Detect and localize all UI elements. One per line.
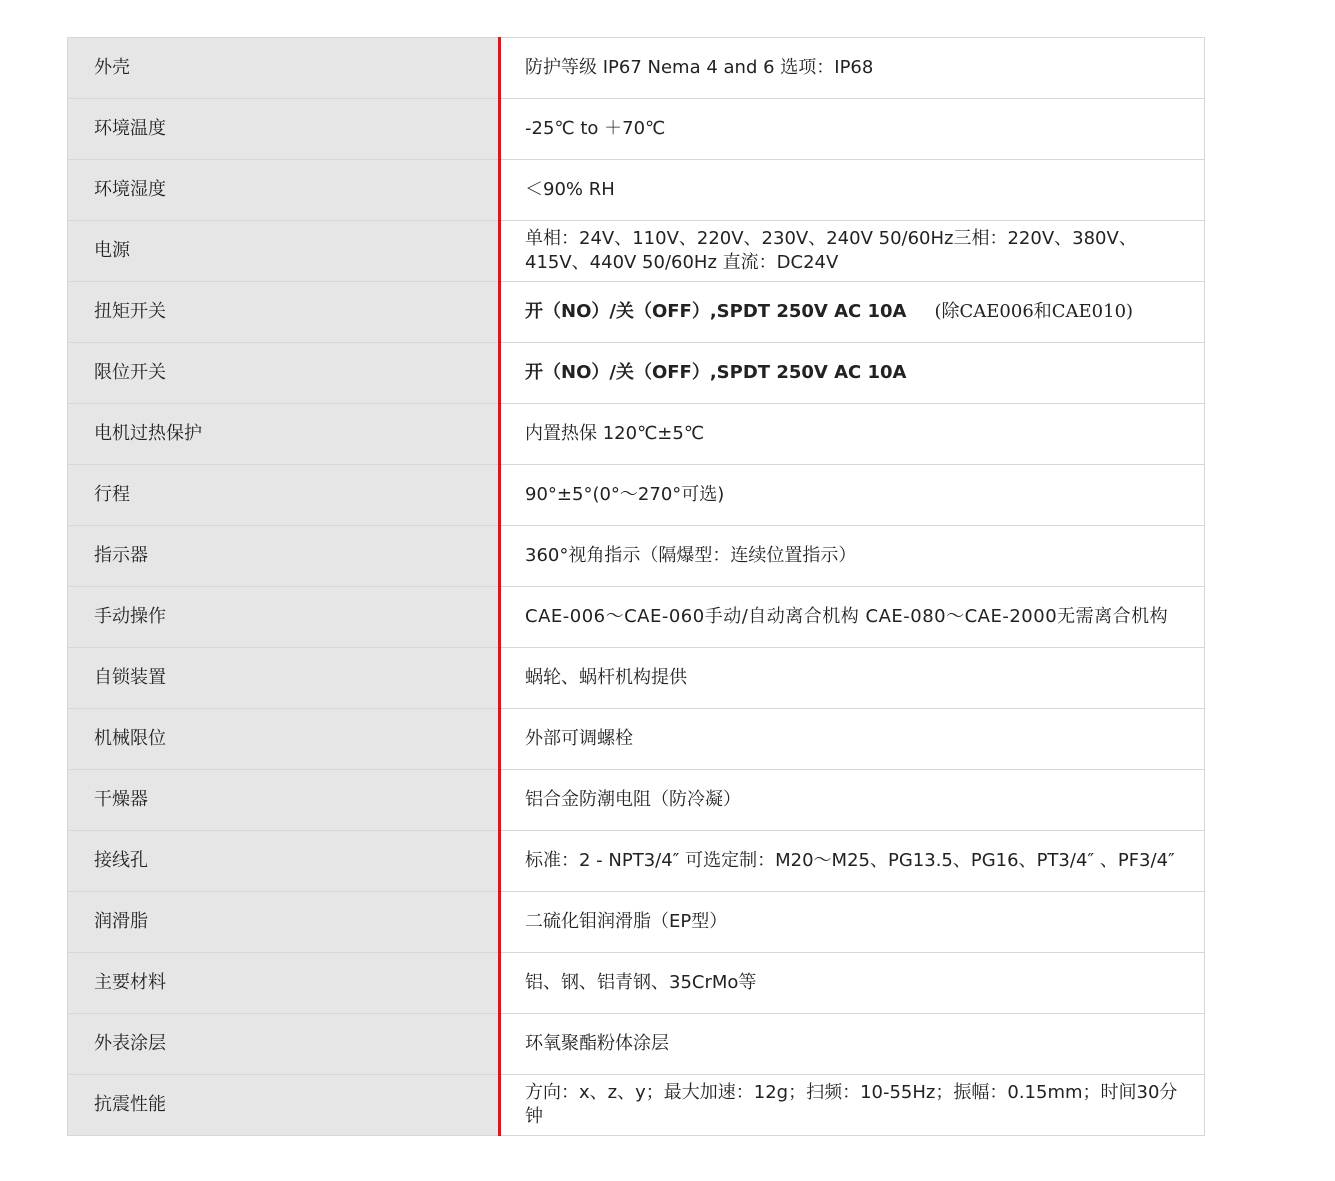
spec-value: 铝合金防潮电阻（防冷凝） <box>500 770 1205 831</box>
spec-label: 电机过热保护 <box>68 404 500 465</box>
spec-label: 环境温度 <box>68 99 500 160</box>
spec-value: CAE-006～CAE-060手动/自动离合机构 CAE-080～CAE-2000无需离合机构 <box>500 587 1205 648</box>
table-row <box>68 38 1205 99</box>
table-row <box>68 1014 1205 1075</box>
spec-value: 方向：x、z、y；最大加速：12g；扫频：10-55Hz；振幅：0.15mm；时间30分钟 <box>500 1075 1205 1136</box>
spec-value: 二硫化钼润滑脂（EP型） <box>500 892 1205 953</box>
spec-value-cell <box>500 282 1205 343</box>
spec-label: 外壳 <box>68 38 500 99</box>
spec-value: 环氧聚酯粉体涂层 <box>500 1014 1205 1075</box>
spec-label: 外表涂层 <box>68 1014 500 1075</box>
spec-label: 自锁装置 <box>68 648 500 709</box>
table-row <box>68 160 1205 221</box>
spec-label: 环境湿度 <box>68 160 500 221</box>
spec-label: 指示器 <box>68 526 500 587</box>
table-row <box>68 1075 1205 1136</box>
spec-label: 扭矩开关 <box>68 282 500 343</box>
spec-value: ＜90% RH <box>500 160 1205 221</box>
table-row <box>68 648 1205 709</box>
table-row <box>68 404 1205 465</box>
table-row <box>68 831 1205 892</box>
table-row <box>68 99 1205 160</box>
spec-value: 标准：2 - NPT3/4″ 可选定制：M20～M25、PG13.5、PG16、PT3/4″ 、PF3/4″ <box>500 831 1205 892</box>
spec-label: 手动操作 <box>68 587 500 648</box>
table-row <box>68 221 1205 282</box>
spec-label: 限位开关 <box>68 343 500 404</box>
table-row <box>68 892 1205 953</box>
spec-label: 接线孔 <box>68 831 500 892</box>
spec-label: 润滑脂 <box>68 892 500 953</box>
spec-value: 防护等级 IP67 Nema 4 and 6 选项：IP68 <box>500 38 1205 99</box>
spec-value: 外部可调螺栓 <box>500 709 1205 770</box>
spec-label: 抗震性能 <box>68 1075 500 1136</box>
table-row <box>68 465 1205 526</box>
spec-value: 蜗轮、蜗杆机构提供 <box>500 648 1205 709</box>
spec-value: 内置热保 120℃±5℃ <box>500 404 1205 465</box>
table-row <box>68 282 1205 343</box>
spec-label: 行程 <box>68 465 500 526</box>
spec-value: 单相：24V、110V、220V、230V、240V 50/60Hz三相：220V、380V、415V、440V 50/60Hz 直流：DC24V <box>500 221 1205 282</box>
spec-value: 360°视角指示（隔爆型：连续位置指示） <box>500 526 1205 587</box>
table-row <box>68 709 1205 770</box>
table-row <box>68 587 1205 648</box>
spec-note: (除CAE006和CAE010) <box>934 301 1134 322</box>
spec-value: 铝、钢、铝青钢、35CrMo等 <box>500 953 1205 1014</box>
spec-label: 主要材料 <box>68 953 500 1014</box>
table-row <box>68 770 1205 831</box>
spec-label: 电源 <box>68 221 500 282</box>
spec-table <box>67 37 1205 1136</box>
spec-label: 干燥器 <box>68 770 500 831</box>
table-row <box>68 526 1205 587</box>
spec-label: 机械限位 <box>68 709 500 770</box>
table-row <box>68 953 1205 1014</box>
spec-value: -25℃ to ＋70℃ <box>500 99 1205 160</box>
spec-value: 开（NO）/关（OFF）,SPDT 250V AC 10A <box>525 301 907 322</box>
table-row <box>68 343 1205 404</box>
spec-value: 90°±5°(0°～270°可选) <box>500 465 1205 526</box>
spec-value: 开（NO）/关（OFF）,SPDT 250V AC 10A <box>500 343 1205 404</box>
